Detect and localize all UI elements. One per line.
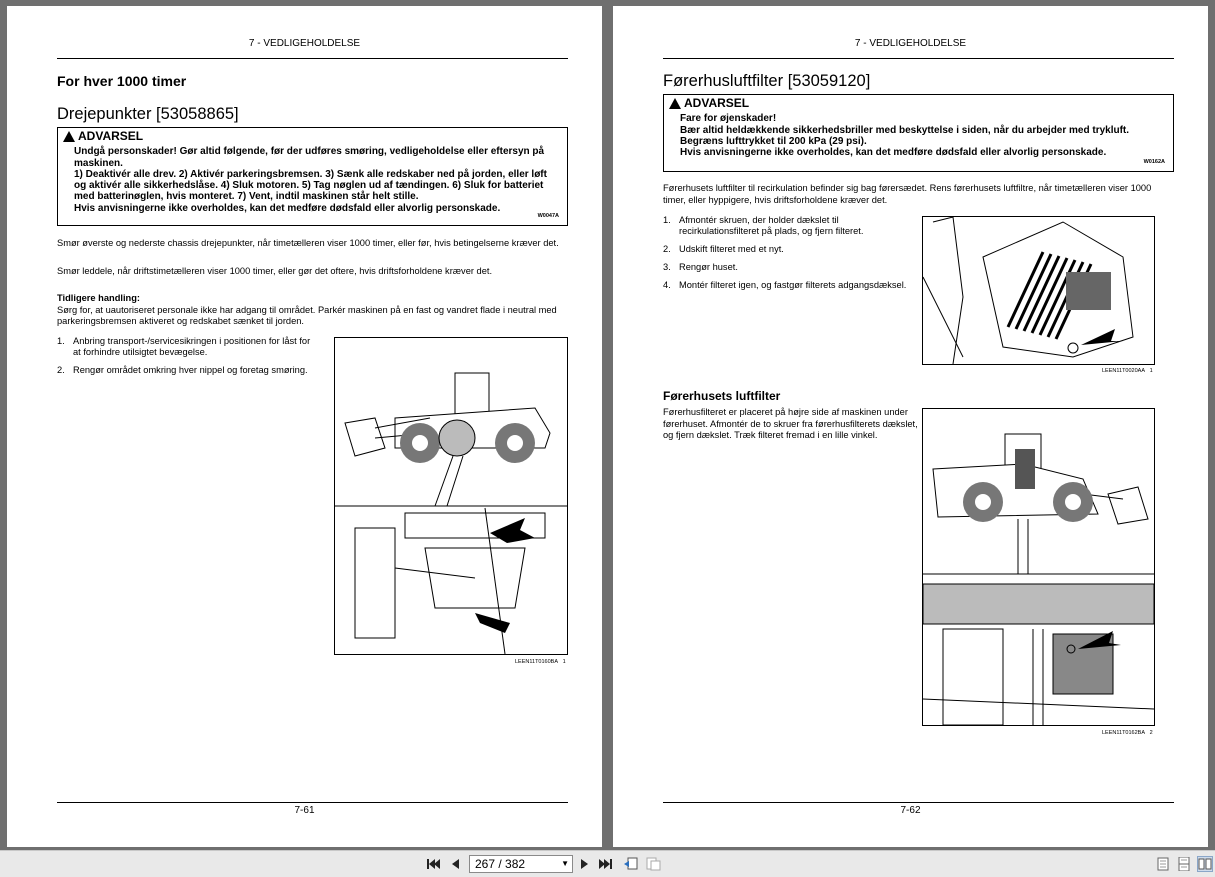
page-indicator: 267 / 382 — [475, 857, 526, 871]
running-head: 7 - VEDLIGEHOLDELSE — [248, 38, 361, 49]
warning-line: Undgå personskader! Gør altid følgende, før der udføres smøring, vedligeholdelse eller eftersyn på maskinen. — [74, 146, 545, 169]
footer-rule — [663, 802, 1174, 803]
warning-box — [663, 94, 1174, 172]
warning-code: W0047A — [537, 212, 559, 219]
continuous-view-icon[interactable] — [1176, 856, 1192, 872]
warning-line: Hvis anvisningerne ikke overholdes, kan det medføre dødsfald eller alvorlig personskade. — [74, 202, 501, 214]
warning-line: Hvis anvisningerne ikke overholdes, kan det medføre dødsfald eller alvorlig personskade. — [680, 147, 1107, 159]
list-item: 2. Rengør området omkring hver nippel og foretag smøring. — [57, 365, 308, 375]
warning-line: Bær altid heldækkende sikkerhedsbriller med beskyttelse i siden, når du arbejder med trykluft. Begræns lufttrykket til 200 kPa (29 psi). — [680, 124, 1130, 147]
paragraph: Førerhusets luftfilter til recirkulation befinder sig bag førersædet. Rens førerhusets luftfiltre, når timetælleren viser 1000 timer, eller hyppigere, hvis driftsforholdene kræver det. — [663, 183, 1152, 205]
single-page-view-icon[interactable] — [1155, 856, 1171, 872]
warning-title: ADVARSEL — [684, 96, 750, 110]
warning-line: Fare for øjenskader! — [680, 113, 777, 125]
procedure-heading: Førerhusluftfilter [53059120] — [663, 72, 871, 90]
footer-rule — [57, 802, 568, 803]
section-title: For hver 1000 timer — [57, 73, 187, 89]
step-list — [663, 215, 921, 298]
page-number-input[interactable] — [469, 855, 573, 873]
warning-icon — [63, 131, 75, 142]
step-list — [57, 336, 319, 383]
subheading: Førerhusets luftfilter — [663, 389, 781, 403]
figure-illustration — [922, 408, 1155, 726]
figure-illustration — [922, 216, 1155, 365]
next-view-icon[interactable] — [646, 856, 662, 872]
paragraph: Smør leddele, når driftstimetælleren viser 1000 timer, eller gør det oftere, hvis driftsforholdene kræver det. — [57, 266, 493, 276]
page-number: 7-62 — [900, 805, 921, 816]
warning-box — [57, 127, 568, 226]
prior-action-text: Sørg for, at uautoriseret personale ikke har adgang til området. Parkér maskinen på en fast og vandret flade i neutral med parkeringsbremsen aktiveret og redskabet sænket til jorden. — [57, 304, 557, 326]
facing-view-icon[interactable] — [1197, 856, 1213, 872]
wheel-loader-filter-illustration — [923, 409, 1154, 725]
cab-seat-illustration — [923, 217, 1154, 364]
figure-caption: LEEN11T0160BA 1 — [515, 659, 566, 665]
figure-caption: LEEN11T0020AA 1 — [1102, 368, 1153, 374]
next-page-icon[interactable] — [577, 856, 593, 872]
warning-title: ADVARSEL — [78, 129, 144, 143]
chevron-down-icon[interactable]: ▼ — [561, 859, 569, 868]
page-number: 7-61 — [294, 805, 315, 816]
prev-view-icon[interactable] — [623, 856, 639, 872]
first-page-icon[interactable] — [425, 856, 441, 872]
running-head: 7 - VEDLIGEHOLDELSE — [854, 38, 967, 49]
header-rule — [57, 58, 568, 59]
viewer-toolbar — [0, 850, 1215, 877]
prev-page-icon[interactable] — [447, 856, 463, 872]
header-rule — [663, 58, 1174, 59]
list-item: 2. Udskift filteret med et nyt. — [663, 244, 784, 254]
figure-illustration — [334, 337, 568, 655]
prior-action-label: Tidligere handling: — [57, 293, 140, 303]
warning-icon — [669, 98, 681, 109]
wheel-loader-illustration — [335, 338, 567, 654]
paragraph: Førerhusfilteret er placeret på højre side af maskinen under førerhuset. Afmontér de to skruer fra førerhusfilterets dækslet, og fjern dækslet. Træk filteret fremad i en lille vinkel. — [663, 407, 918, 440]
page-left — [7, 6, 602, 847]
prior-action — [57, 293, 568, 328]
list-item: 1. Anbring transport-/servicesikringen i positionen for låst for at forhindre utilsigtet bevægelse. — [57, 336, 311, 357]
list-item: 3. Rengør huset. — [663, 262, 738, 272]
procedure-heading: Drejepunkter [53058865] — [57, 105, 239, 123]
figure-caption: LEEN11T0162BA 2 — [1102, 730, 1153, 736]
warning-code: W0162A — [1143, 158, 1165, 165]
paragraph: Smør øverste og nederste chassis drejepunkter, når timetælleren viser 1000 timer, eller før, hvis betingelserne kræver det. — [57, 238, 559, 248]
last-page-icon[interactable] — [598, 856, 614, 872]
page-right — [613, 6, 1208, 847]
list-item: 4. Montér filteret igen, og fastgør filterets adgangsdæksel. — [663, 280, 907, 290]
warning-line: 1) Deaktivér alle drev. 2) Aktivér parkeringsbremsen. 3) Sænk alle redskaber ned på jorden, eller løft og aktivér alle sikkerhedslåse. 4) Sluk motoren. 5) Tag nøglen ud af tændingen. 6) Sluk for batteriet med batterinøglen, hvis monteret. 7) Vent, indtil maskinen står helt stille. — [74, 168, 547, 203]
list-item: 1. Afmontér skruen, der holder dækslet til recirkulationsfilteret på plads, og fjern filteret. — [663, 215, 864, 236]
